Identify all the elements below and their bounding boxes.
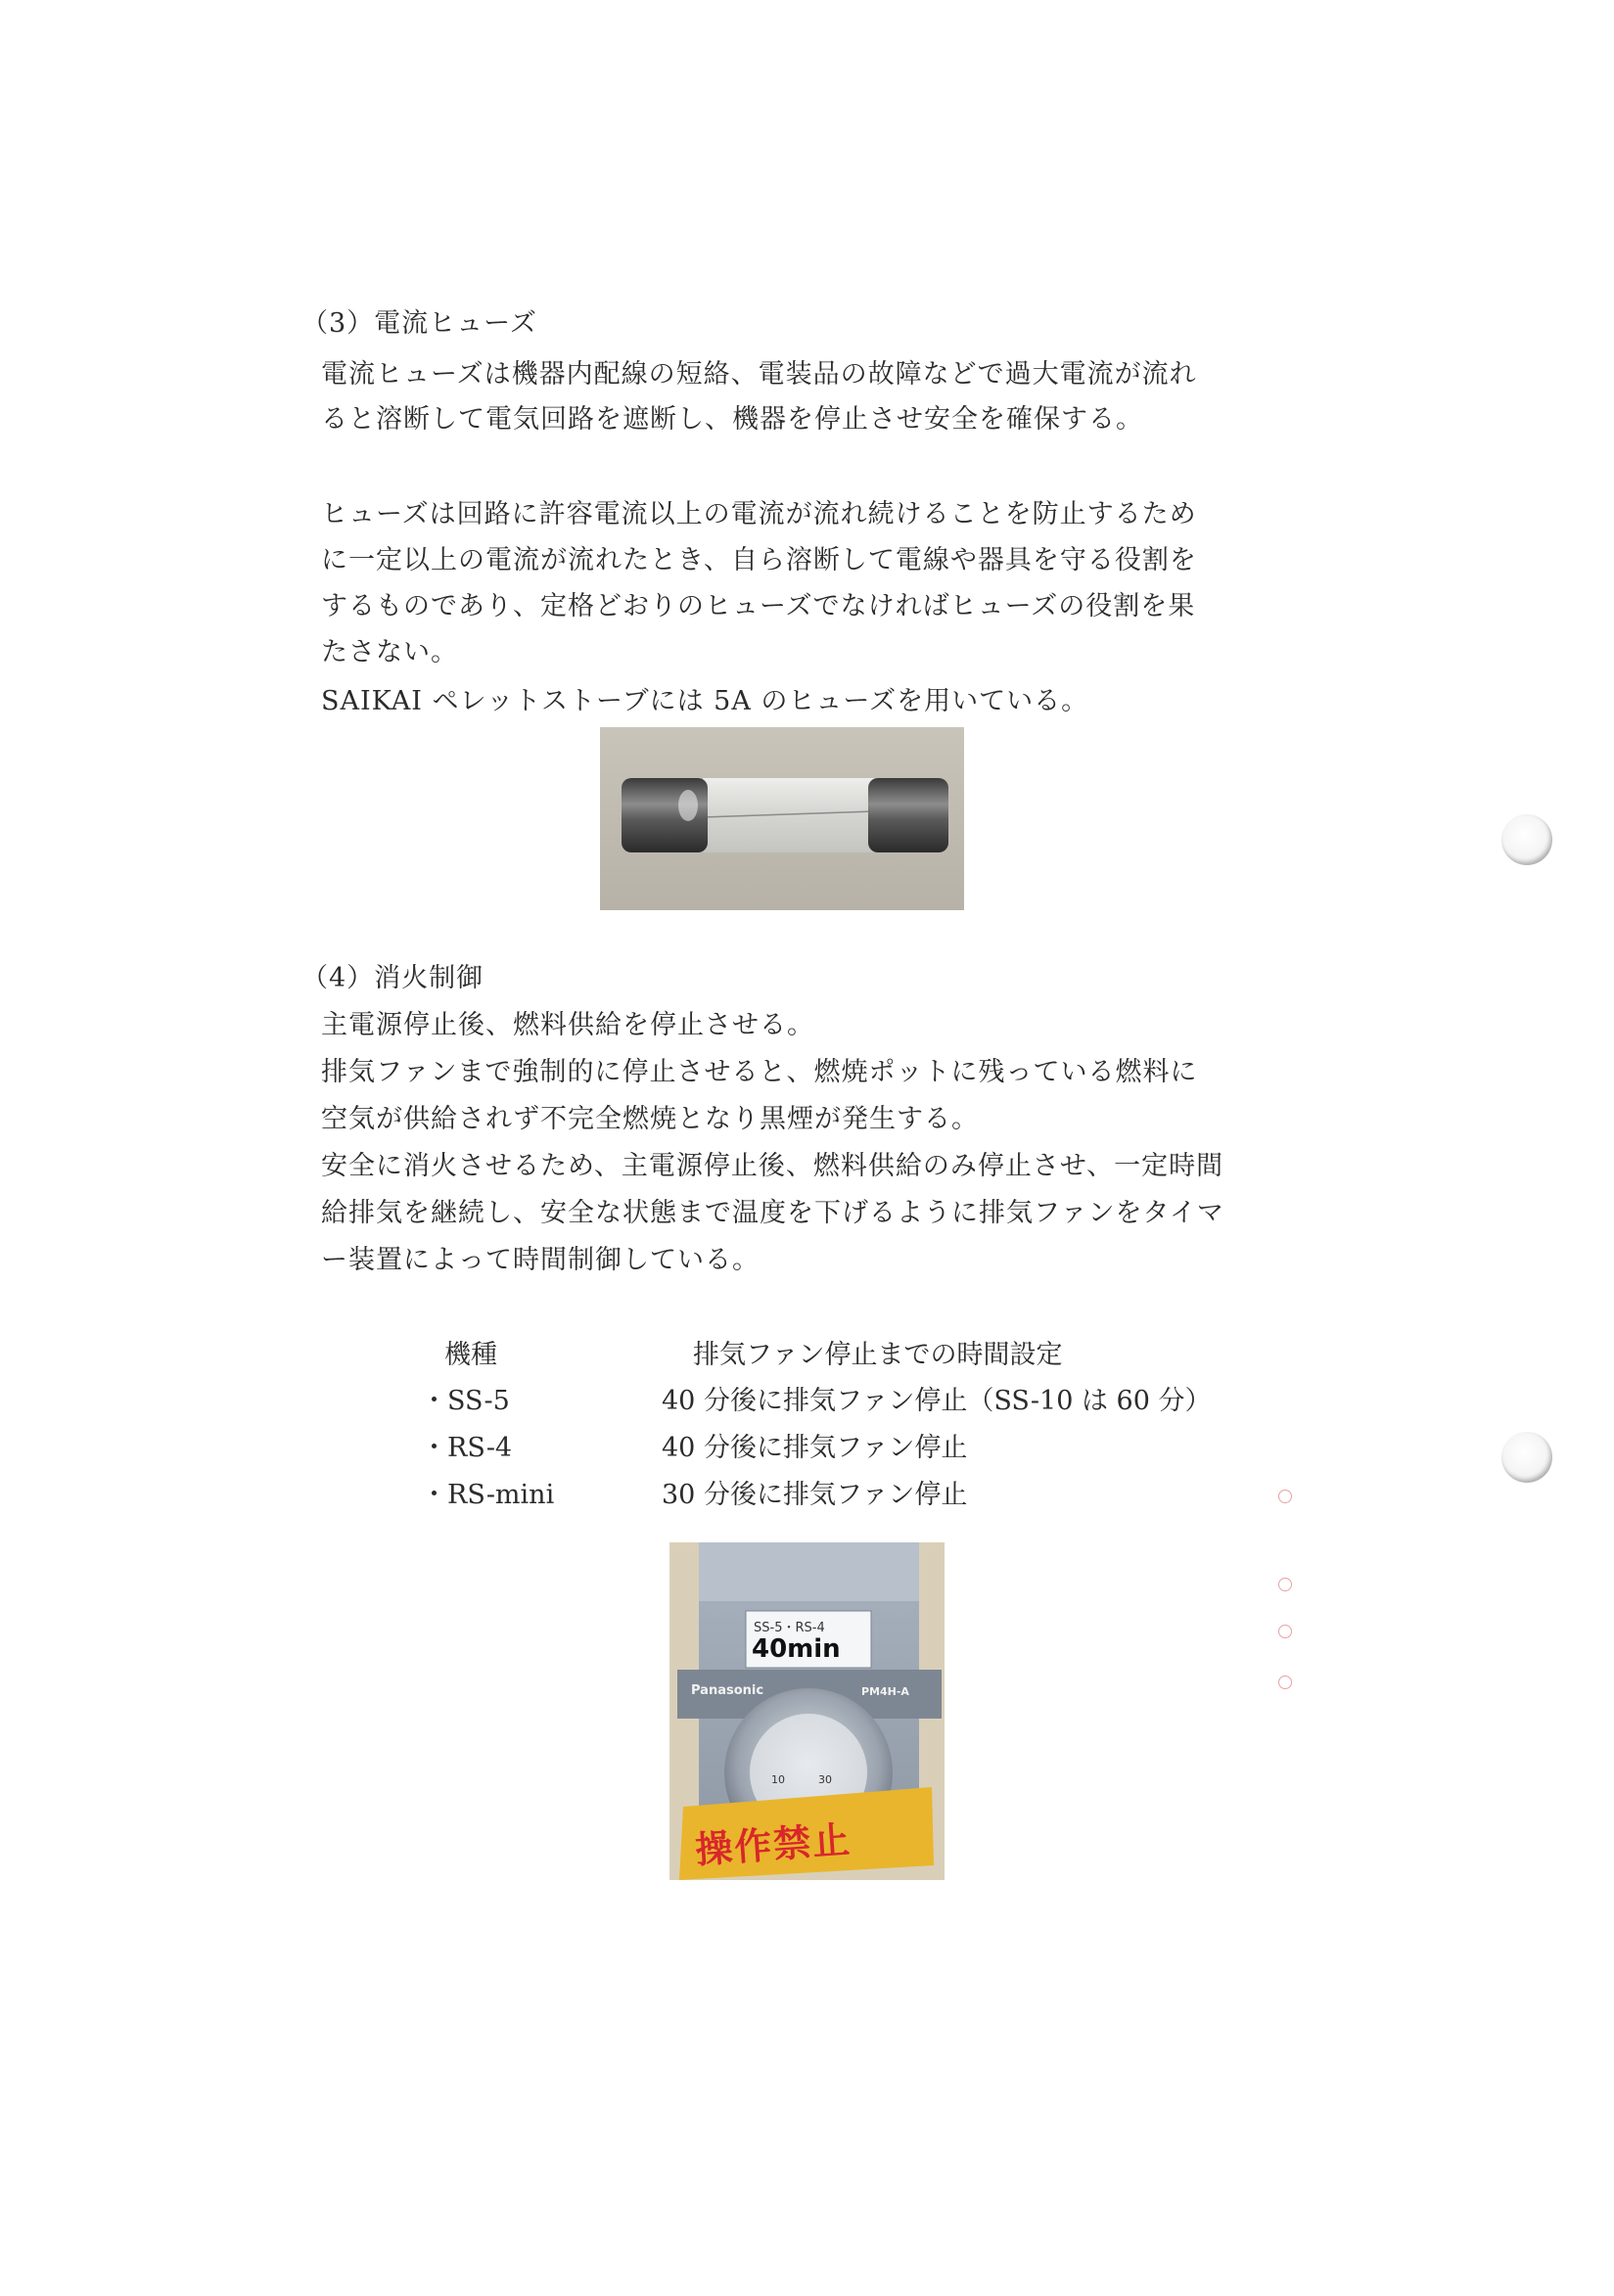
- section-3-para2-line-1: ヒューズは回路に許容電流以上の電流が流れ続けることを防止するため: [321, 499, 1197, 529]
- section-4-line-1: 主電源停止後、燃料供給を停止させる。: [321, 1010, 814, 1040]
- scan-mark-2: [1278, 1578, 1292, 1591]
- table-row-3-model: ・RS-mini: [421, 1480, 555, 1510]
- section-4-line-2: 排気ファンまで強制的に停止させると、燃焼ポットに残っている燃料に: [321, 1057, 1198, 1087]
- timer-brand: Panasonic: [691, 1683, 764, 1698]
- table-row-2-model: ・RS-4: [421, 1433, 513, 1463]
- timer-model-code: PM4H-A: [861, 1685, 909, 1698]
- table-row-3-setting: 30 分後に排気ファン停止: [662, 1480, 968, 1510]
- punch-hole-top: [1501, 814, 1552, 865]
- timer-tape-text: 操作禁止: [693, 1817, 853, 1872]
- table-row-1-setting: 40 分後に排気ファン停止（SS-10 は 60 分）: [662, 1386, 1212, 1416]
- section-4-line-5: 給排気を継続し、安全な状態まで温度を下げるように排気ファンをタイマ: [321, 1198, 1224, 1228]
- section-4-line-6: ー装置によって時間制御している。: [321, 1245, 760, 1275]
- scan-mark-1: [1278, 1490, 1292, 1503]
- timer-photo: [669, 1542, 945, 1880]
- section-4-line-4: 安全に消火させるため、主電源停止後、燃料供給のみ停止させ、一定時間: [321, 1151, 1224, 1181]
- section-3-para2-line-4: たさない。: [321, 637, 458, 667]
- table-header-model: 機種: [444, 1340, 497, 1370]
- table-row-1-model: ・SS-5: [421, 1386, 510, 1416]
- scan-mark-3: [1278, 1625, 1292, 1638]
- section-3-para2-line-3: するものであり、定格どおりのヒューズでなければヒューズの役割を果: [321, 591, 1196, 621]
- section-3-para2-line-2: に一定以上の電流が流れたとき、自ら溶断して電線や器具を守る役割を: [321, 545, 1197, 575]
- section-3-para1-line-1: 電流ヒューズは機器内配線の短絡、電装品の故障などで過大電流が流れ: [321, 359, 1197, 390]
- section-4-line-3: 空気が供給されず不完全燃焼となり黒煙が発生する。: [321, 1104, 979, 1134]
- scan-mark-4: [1278, 1676, 1292, 1689]
- timer-sticker-models: SS-5・RS-4: [754, 1621, 825, 1635]
- table-row-2-setting: 40 分後に排気ファン停止: [662, 1433, 968, 1463]
- punch-hole-bottom: [1501, 1432, 1552, 1483]
- section-3-para1-line-2: ると溶断して電気回路を遮断し、機器を停止させ安全を確保する。: [321, 404, 1143, 435]
- section-3-para2-line-5: SAIKAI ペレットストーブには 5A のヒューズを用いている。: [321, 686, 1089, 716]
- table-header-setting: 排気ファン停止までの時間設定: [693, 1340, 1063, 1370]
- dial-tick-10: 10: [771, 1773, 785, 1786]
- fuse-illustration: [600, 727, 964, 910]
- section-4-heading: （4）消火制御: [301, 963, 484, 993]
- timer-sticker-time: 40min: [752, 1634, 841, 1664]
- fuse-photo: [600, 727, 964, 910]
- section-3-heading: （3）電流ヒューズ: [301, 308, 537, 339]
- dial-tick-30: 30: [818, 1773, 832, 1786]
